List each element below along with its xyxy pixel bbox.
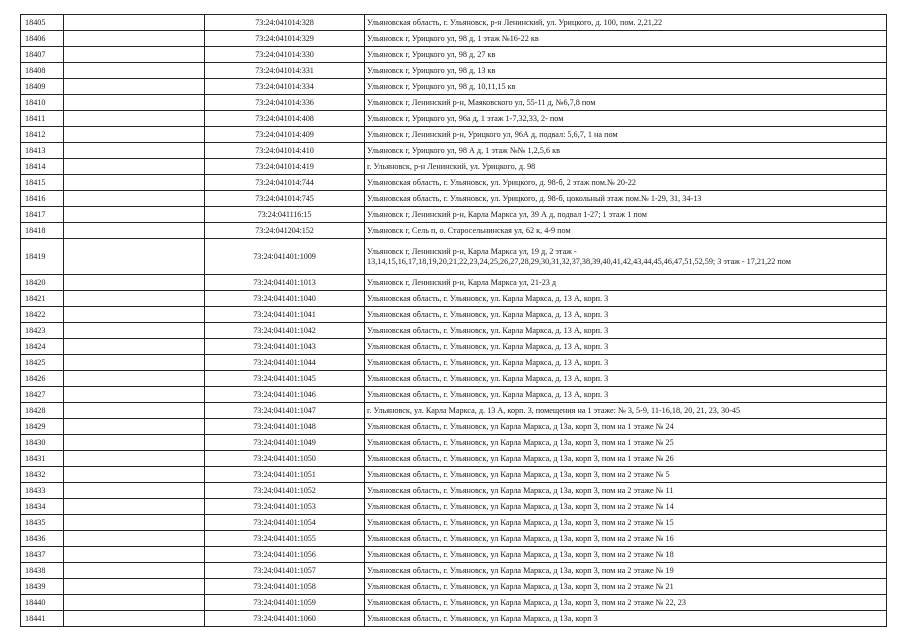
table-row	[21, 79, 887, 95]
table-row	[21, 175, 887, 191]
address-cell: Ульяновская область, г. Ульяновск, ул Карла Маркса, д 13а, корп 3	[365, 611, 887, 627]
table-row	[21, 355, 887, 371]
row-number-cell: 18420	[21, 275, 64, 291]
empty-cell	[64, 419, 205, 435]
row-number-cell: 18405	[21, 15, 64, 31]
empty-cell	[64, 355, 205, 371]
cadastral-register-table	[20, 14, 887, 627]
address-cell: Ульяновская область, г. Ульяновск, ул Карла Маркса, д 13а, корп 3, пом на 2 этаже № 18	[365, 547, 887, 563]
cadastral-number-cell: 73:24:041014:330	[205, 47, 365, 63]
cadastral-number-cell: 73:24:041401:1052	[205, 483, 365, 499]
cadastral-number-cell: 73:24:041401:1056	[205, 547, 365, 563]
table-row	[21, 419, 887, 435]
table-row	[21, 307, 887, 323]
address-cell: Ульяновская область, г. Ульяновск, ул. Урицкого, д. 98-б, 2 этаж пом.№ 20-22	[365, 175, 887, 191]
cadastral-number-cell: 73:24:041014:331	[205, 63, 365, 79]
row-number-cell: 18407	[21, 47, 64, 63]
cadastral-number-cell: 73:24:041401:1047	[205, 403, 365, 419]
table-row	[21, 191, 887, 207]
row-number-cell: 18440	[21, 595, 64, 611]
empty-cell	[64, 275, 205, 291]
table-row	[21, 31, 887, 47]
row-number-cell: 18413	[21, 143, 64, 159]
address-cell: Ульяновская область, г. Ульяновск, ул Карла Маркса, д 13а, корп 3, пом на 1 этаже № 25	[365, 435, 887, 451]
row-number-cell: 18432	[21, 467, 64, 483]
row-number-cell: 18439	[21, 579, 64, 595]
table-row	[21, 483, 887, 499]
table-row	[21, 275, 887, 291]
cadastral-number-cell: 73:24:041401:1055	[205, 531, 365, 547]
row-number-cell: 18438	[21, 563, 64, 579]
row-number-cell: 18406	[21, 31, 64, 47]
table-row	[21, 239, 887, 275]
empty-cell	[64, 111, 205, 127]
row-number-cell: 18419	[21, 239, 64, 275]
row-number-cell: 18430	[21, 435, 64, 451]
empty-cell	[64, 387, 205, 403]
table-row	[21, 47, 887, 63]
row-number-cell: 18434	[21, 499, 64, 515]
address-cell: Ульяновск г, Урицкого ул, 96а д, 1 этаж 1-7,32,33, 2- пом	[365, 111, 887, 127]
row-number-cell: 18426	[21, 371, 64, 387]
cadastral-number-cell: 73:24:041014:328	[205, 15, 365, 31]
cadastral-number-cell: 73:24:041401:1009	[205, 239, 365, 275]
cadastral-number-cell: 73:24:041401:1051	[205, 467, 365, 483]
address-cell: Ульяновская область, г. Ульяновск, ул. Карла Маркса, д. 13 А, корп. 3	[365, 307, 887, 323]
address-cell: Ульяновск г, Урицкого ул, 98 д, 1 этаж №16-22 кв	[365, 31, 887, 47]
address-cell: Ульяновская область, г. Ульяновск, ул Карла Маркса, д 13а, корп 3, пом на 2 этаже № 14	[365, 499, 887, 515]
empty-cell	[64, 323, 205, 339]
address-cell: Ульяновск г, Сель п, о. Старосельнинская ул, 62 к, 4-9 пом	[365, 223, 887, 239]
table-row	[21, 435, 887, 451]
address-cell: Ульяновская область, г. Ульяновск, ул. Карла Маркса, д. 13 А, корп. 3	[365, 339, 887, 355]
empty-cell	[64, 223, 205, 239]
row-number-cell: 18428	[21, 403, 64, 419]
empty-cell	[64, 451, 205, 467]
row-number-cell: 18416	[21, 191, 64, 207]
empty-cell	[64, 291, 205, 307]
address-cell: Ульяновская область, г. Ульяновск, ул Карла Маркса, д 13а, корп 3, пом на 2 этаже № 16	[365, 531, 887, 547]
table-row	[21, 611, 887, 627]
table-row	[21, 451, 887, 467]
row-number-cell: 18433	[21, 483, 64, 499]
row-number-cell: 18425	[21, 355, 64, 371]
table-row	[21, 63, 887, 79]
address-cell: г. Ульяновск, ул. Карла Маркса, д. 13 А, корп. 3, помещения на 1 этаже: № 3, 5-9, 11-16,18, 20, 21, 23, 30-45	[365, 403, 887, 419]
cadastral-number-cell: 73:24:041116:15	[205, 207, 365, 223]
address-cell: Ульяновская область, г. Ульяновск, ул. Карла Маркса, д. 13 А, корп. 3	[365, 371, 887, 387]
empty-cell	[64, 191, 205, 207]
address-cell: Ульяновск г, Ленинский р-н, Маяковского ул, 55-11 д, №6,7,8 пом	[365, 95, 887, 111]
empty-cell	[64, 63, 205, 79]
empty-cell	[64, 79, 205, 95]
table-row	[21, 531, 887, 547]
address-cell: Ульяновск г, Ленинский р-н, Карла Маркса ул, 21-23 д	[365, 275, 887, 291]
address-cell: Ульяновская область, г. Ульяновск, р-н Ленинский, ул. Урицкого, д. 100, пом. 2,21,22	[365, 15, 887, 31]
table-row	[21, 563, 887, 579]
cadastral-number-cell: 73:24:041401:1043	[205, 339, 365, 355]
empty-cell	[64, 435, 205, 451]
table-row	[21, 111, 887, 127]
cadastral-number-cell: 73:24:041401:1013	[205, 275, 365, 291]
cadastral-number-cell: 73:24:041401:1044	[205, 355, 365, 371]
cadastral-number-cell: 73:24:041014:334	[205, 79, 365, 95]
table-row	[21, 547, 887, 563]
cadastral-number-cell: 73:24:041401:1041	[205, 307, 365, 323]
cadastral-number-cell: 73:24:041401:1045	[205, 371, 365, 387]
table-row	[21, 371, 887, 387]
row-number-cell: 18424	[21, 339, 64, 355]
row-number-cell: 18427	[21, 387, 64, 403]
empty-cell	[64, 15, 205, 31]
empty-cell	[64, 239, 205, 275]
empty-cell	[64, 31, 205, 47]
cadastral-number-cell: 73:24:041401:1058	[205, 579, 365, 595]
table-body	[21, 15, 887, 627]
table-row	[21, 403, 887, 419]
address-cell: Ульяновская область, г. Ульяновск, ул Карла Маркса, д 13а, корп 3, пом на 2 этаже № 21	[365, 579, 887, 595]
empty-cell	[64, 159, 205, 175]
row-number-cell: 18415	[21, 175, 64, 191]
cadastral-number-cell: 73:24:041401:1049	[205, 435, 365, 451]
cadastral-number-cell: 73:24:041401:1060	[205, 611, 365, 627]
empty-cell	[64, 127, 205, 143]
address-cell: Ульяновская область, г. Ульяновск, ул. Карла Маркса, д. 13 А, корп. 3	[365, 291, 887, 307]
row-number-cell: 18436	[21, 531, 64, 547]
table-row	[21, 595, 887, 611]
row-number-cell: 18412	[21, 127, 64, 143]
address-cell: г. Ульяновск, р-н Ленинский, ул. Урицкого, д. 98	[365, 159, 887, 175]
cadastral-number-cell: 73:24:041014:744	[205, 175, 365, 191]
row-number-cell: 18437	[21, 547, 64, 563]
table-row	[21, 579, 887, 595]
cadastral-number-cell: 73:24:041401:1057	[205, 563, 365, 579]
address-cell: Ульяновская область, г. Ульяновск, ул Карла Маркса, д 13а, корп 3, пом на 2 этаже № 15	[365, 515, 887, 531]
empty-cell	[64, 403, 205, 419]
table-row	[21, 515, 887, 531]
address-cell: Ульяновская область, г. Ульяновск, ул Карла Маркса, д 13а, корп 3, пом на 1 этаже № 24	[365, 419, 887, 435]
row-number-cell: 18435	[21, 515, 64, 531]
row-number-cell: 18441	[21, 611, 64, 627]
table-row	[21, 387, 887, 403]
empty-cell	[64, 143, 205, 159]
row-number-cell: 18418	[21, 223, 64, 239]
empty-cell	[64, 531, 205, 547]
empty-cell	[64, 47, 205, 63]
empty-cell	[64, 499, 205, 515]
table-row	[21, 291, 887, 307]
address-cell: Ульяновская область, г. Ульяновск, ул Карла Маркса, д 13а, корп 3, пом на 2 этаже № 19	[365, 563, 887, 579]
empty-cell	[64, 95, 205, 111]
row-number-cell: 18423	[21, 323, 64, 339]
cadastral-number-cell: 73:24:041014:419	[205, 159, 365, 175]
row-number-cell: 18409	[21, 79, 64, 95]
table-row	[21, 95, 887, 111]
address-cell: Ульяновск г, Урицкого ул, 98 д, 27 кв	[365, 47, 887, 63]
table-row	[21, 127, 887, 143]
row-number-cell: 18411	[21, 111, 64, 127]
cadastral-number-cell: 73:24:041401:1040	[205, 291, 365, 307]
address-cell: Ульяновская область, г. Ульяновск, ул. Карла Маркса, д. 13 А, корп. 3	[365, 355, 887, 371]
cadastral-number-cell: 73:24:041014:409	[205, 127, 365, 143]
table-row	[21, 207, 887, 223]
empty-cell	[64, 595, 205, 611]
address-cell: Ульяновская область, г. Ульяновск, ул. Карла Маркса, д. 13 А, корп. 3	[365, 387, 887, 403]
table-row	[21, 467, 887, 483]
cadastral-number-cell: 73:24:041014:408	[205, 111, 365, 127]
table-row	[21, 323, 887, 339]
row-number-cell: 18422	[21, 307, 64, 323]
empty-cell	[64, 207, 205, 223]
cadastral-number-cell: 73:24:041401:1059	[205, 595, 365, 611]
row-number-cell: 18429	[21, 419, 64, 435]
address-cell: Ульяновская область, г. Ульяновск, ул. Урицкого, д. 98-б, цокольный этаж пом.№ 1-29, 31, 34-13	[365, 191, 887, 207]
address-cell: Ульяновск г, Ленинский р-н, Карла Маркса ул, 39 А д, подвал 1-27; 1 этаж 1 пом	[365, 207, 887, 223]
address-cell: Ульяновск г, Ленинский р-н, Карла Маркса ул, 19 д, 2 этаж - 13,14,15,16,17,18,19,20,21,22,23,24,25,26,27,28,29,30,31,32,37,38,39,40,41,42,43,44,45,46,47,51,52,59; 3 этаж - 17,21,22 пом	[365, 239, 887, 275]
table-row	[21, 339, 887, 355]
empty-cell	[64, 467, 205, 483]
empty-cell	[64, 371, 205, 387]
row-number-cell: 18408	[21, 63, 64, 79]
row-number-cell: 18410	[21, 95, 64, 111]
address-cell: Ульяновская область, г. Ульяновск, ул Карла Маркса, д 13а, корп 3, пом на 2 этаже № 22, 23	[365, 595, 887, 611]
empty-cell	[64, 339, 205, 355]
address-cell: Ульяновская область, г. Ульяновск, ул Карла Маркса, д 13а, корп 3, пом на 1 этаже № 26	[365, 451, 887, 467]
cadastral-number-cell: 73:24:041401:1054	[205, 515, 365, 531]
table-row	[21, 499, 887, 515]
cadastral-number-cell: 73:24:041014:410	[205, 143, 365, 159]
empty-cell	[64, 307, 205, 323]
empty-cell	[64, 579, 205, 595]
address-cell: Ульяновская область, г. Ульяновск, ул Карла Маркса, д 13а, корп 3, пом на 2 этаже № 11	[365, 483, 887, 499]
address-cell: Ульяновская область, г. Ульяновск, ул. Карла Маркса, д. 13 А, корп. 3	[365, 323, 887, 339]
empty-cell	[64, 515, 205, 531]
empty-cell	[64, 483, 205, 499]
table-row	[21, 15, 887, 31]
empty-cell	[64, 611, 205, 627]
row-number-cell: 18431	[21, 451, 64, 467]
cadastral-number-cell: 73:24:041401:1048	[205, 419, 365, 435]
address-cell: Ульяновск г, Ленинский р-н, Урицкого ул, 96А д, подвал: 5,6,7, 1 на пом	[365, 127, 887, 143]
cadastral-number-cell: 73:24:041401:1046	[205, 387, 365, 403]
cadastral-number-cell: 73:24:041401:1053	[205, 499, 365, 515]
cadastral-number-cell: 73:24:041401:1042	[205, 323, 365, 339]
row-number-cell: 18414	[21, 159, 64, 175]
table-row	[21, 143, 887, 159]
empty-cell	[64, 547, 205, 563]
cadastral-number-cell: 73:24:041014:336	[205, 95, 365, 111]
cadastral-number-cell: 73:24:041401:1050	[205, 451, 365, 467]
row-number-cell: 18421	[21, 291, 64, 307]
cadastral-number-cell: 73:24:041204:152	[205, 223, 365, 239]
row-number-cell: 18417	[21, 207, 64, 223]
address-cell: Ульяновск г, Урицкого ул, 98 д, 10,11,15 кв	[365, 79, 887, 95]
address-cell: Ульяновск г, Урицкого ул, 98 д, 13 кв	[365, 63, 887, 79]
table-row	[21, 159, 887, 175]
empty-cell	[64, 563, 205, 579]
cadastral-number-cell: 73:24:041014:745	[205, 191, 365, 207]
address-cell: Ульяновск г, Урицкого ул, 98 А д, 1 этаж №№ 1,2,5,6 кв	[365, 143, 887, 159]
address-cell: Ульяновская область, г. Ульяновск, ул Карла Маркса, д 13а, корп 3, пом на 2 этаже № 5	[365, 467, 887, 483]
empty-cell	[64, 175, 205, 191]
table-row	[21, 223, 887, 239]
cadastral-number-cell: 73:24:041014:329	[205, 31, 365, 47]
